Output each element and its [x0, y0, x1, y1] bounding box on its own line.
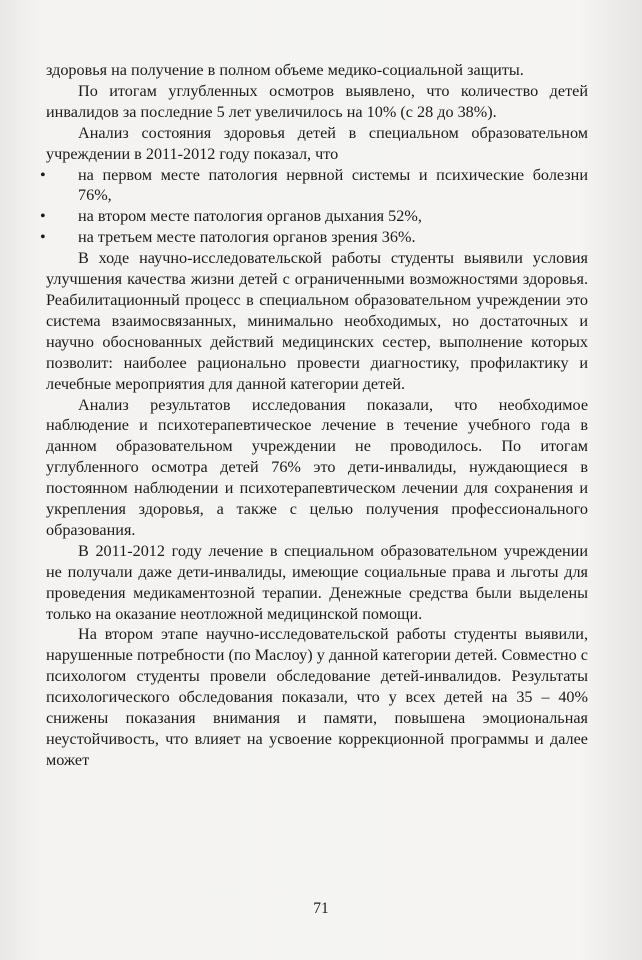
- bullet-item: [40, 227, 588, 248]
- bullet-text: на первом месте патология нервной системы и психические болезни 76%,: [78, 165, 588, 205]
- paragraph: В ходе научно-исследовательской работы студенты выявили условия улучшения качества жизни детей с ограниченными возможностями здоровья. Реабилитационный процесс в специальном образовательном учреждении это система взаимосвязанных, минимально необходимых, но достаточных и научно обоснованных действий медицинских сестер, выполнение которых позволит: наиболее рационально провести диагностику, профилактику и лечебные мероприятия для данной категории детей.: [46, 249, 588, 393]
- paragraph: В 2011-2012 году лечение в специальном образовательном учреждении не получали даже дети-инвалиды, имеющие социальные права и льготы для проведения медикаментозной терапии. Денежные средства были выделены только на оказание неотложной медицинской помощи.: [46, 541, 588, 623]
- bullet-icon: •: [40, 165, 46, 184]
- bullet-icon: •: [40, 207, 46, 226]
- bullet-text: на третьем месте патология органов зрения 36%.: [78, 228, 416, 247]
- page-body: [40, 60, 588, 771]
- paragraph: здоровья на получение в полном объеме медико-социальной защиты.: [46, 61, 524, 79]
- page-number: 71: [313, 900, 329, 917]
- bullet-item: [40, 206, 588, 227]
- paragraph: Анализ результатов исследования показали, что необходимое наблюдение и психотерапевтическое лечение в течение учебного года в данном образовательном учреждении не проводилось. По итогам углубленного осмотра детей 76% это дети-инвалиды, нуждающиеся в постоянном наблюдении и психотерапевтическом лечении для сохранения и укрепления здоровья, а также с целью получения профессионального образования.: [46, 395, 588, 539]
- bullet-icon: •: [40, 228, 46, 247]
- bullet-item: [40, 165, 588, 207]
- paragraph: По итогам углубленных осмотров выявлено, что количество детей инвалидов за последние 5 лет увеличилось на 10% (с 28 до 38%).: [46, 81, 588, 121]
- paragraph: На втором этапе научно-исследовательской работы студенты выявили, нарушенные потребности (по Маслоу) у данной категории детей. Совместно с психологом студенты провели обследование детей-инвалидов. Результаты психологического обследования показали, что у всех детей на 35 – 40% снижены показания внимания и памяти, повышена эмоциональная неустойчивость, что влияет на усвоение коррекционной программы и далее может: [46, 625, 588, 769]
- paragraph: Анализ состояния здоровья детей в специальном образовательном учреждении в 2011-2012 году показал, что: [46, 123, 588, 163]
- bullet-text: на втором месте патология органов дыхания 52%,: [78, 207, 422, 226]
- bullet-list: [40, 165, 588, 249]
